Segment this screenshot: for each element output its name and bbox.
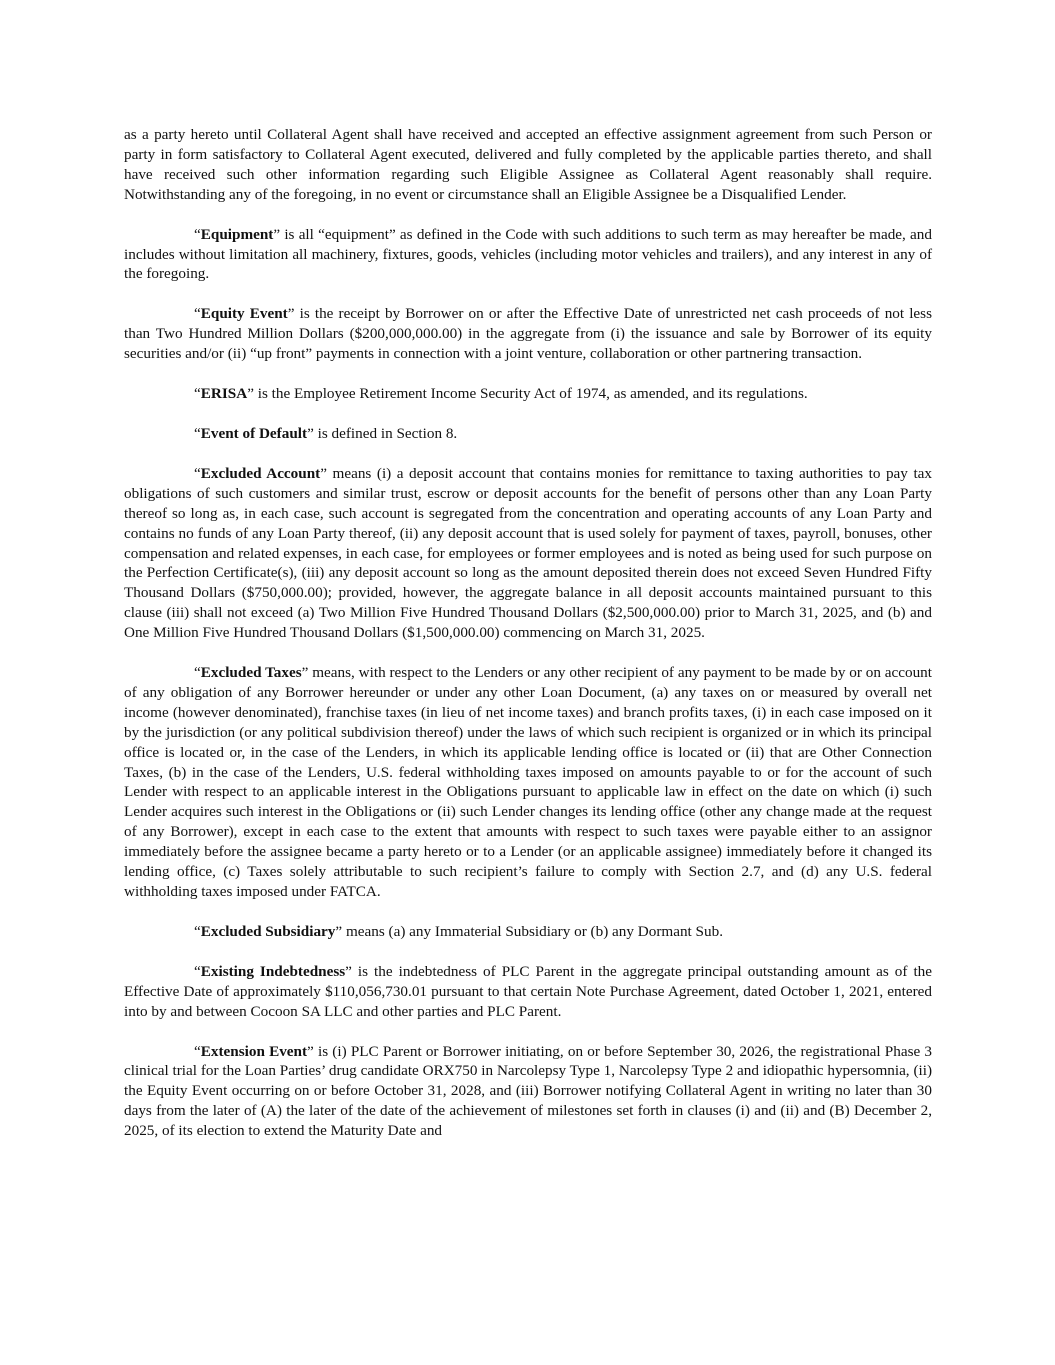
definition-extension-event xyxy=(124,1042,932,1142)
open-quote: “ xyxy=(194,424,201,442)
definition-excluded-subsidiary xyxy=(124,922,932,942)
open-quote: “ xyxy=(194,1042,201,1060)
definition-text: means (a) any Immaterial Subsidiary or (b) any Dormant Sub. xyxy=(342,922,723,940)
close-quote: ” xyxy=(247,385,254,403)
definition-text: is all “equipment” as defined in the Code with such additions to such term as may hereafter be made, and includes without limitation all machinery, fixtures, goods, vehicles (including motor vehicles and trailers), and any interest in any of the foregoing. xyxy=(124,225,932,283)
definition-text: is (i) PLC Parent or Borrower initiating, on or before September 30, 2026, the registrational Phase 3 clinical trial for the Loan Parties’ drug candidate ORX750 in Narcolepsy Type 1, Narcolepsy Type 2 and idiopathic hypersomnia, (ii) the Equity Event occurring on or before October 31, 2028, and (iii) Borrower notifying Collateral Agent in writing no later than 30 days from the later of (A) the later of the date of the achievement of milestones set forth in clauses (i) and (ii) and (B) December 2, 2025, of its election to extend the Maturity Date and xyxy=(124,1042,932,1140)
defined-term: Existing Indebtedness xyxy=(200,962,346,980)
open-quote: “ xyxy=(194,305,201,323)
open-quote: “ xyxy=(194,225,201,243)
close-quote: ” xyxy=(335,922,343,940)
definition-text: is the Employee Retirement Income Security Act of 1974, as amended, and its regulations. xyxy=(253,385,808,403)
definition-equipment xyxy=(124,225,932,285)
open-quote: “ xyxy=(194,385,201,403)
close-quote: ” xyxy=(307,424,314,442)
defined-term: Equipment xyxy=(200,225,274,243)
close-quote: ” xyxy=(273,225,281,243)
open-quote: “ xyxy=(194,922,201,940)
definition-excluded-taxes xyxy=(124,663,932,902)
defined-term: Excluded Taxes xyxy=(200,664,302,682)
definition-text: means, with respect to the Lenders or any other recipient of any payment to be made by or on account of any obligation of any Borrower hereunder or under any other Loan Document, (a) any taxes on or measured by overall net income (however denominated), franchise taxes (in lieu of net income taxes) and branch profits taxes, (i) in each case imposed on it by the jurisdiction (or any political subdivision thereof) under the laws of which such recipient is organized or in which its principal office is located or, in the case of the Lenders, in which its applicable lending office is located or (ii) that are Other Connection Taxes, (b) in the case of the Lenders, U.S. federal withholding taxes imposed on amounts payable to or for the account of such Lender with respect to an applicable interest in the Obligations pursuant to applicable law in effect on the date on which (i) such Lender acquires such interest in the Obligations or (ii) such Lender changes its lending office (other any change made at the request of any Borrower), except in each case to the extent that amounts with respect to such taxes were payable either to an assignor immediately before the assignee became a party hereto or to a Lender (or an applicable assignee) immediately before it changed its lending office, (c) Taxes solely attributable to such recipient’s failure to comply with Section 2.7, and (d) any U.S. federal withholding taxes imposed under FATCA. xyxy=(124,664,932,900)
definition-erisa xyxy=(124,384,932,404)
open-quote: “ xyxy=(194,464,201,482)
defined-term: Excluded Subsidiary xyxy=(200,922,336,940)
paragraph-text: as a party hereto until Collateral Agent shall have received and accepted an effective assignment agreement from such Person or party in form satisfactory to Collateral Agent executed, delivered and fully completed by the applicable parties thereto, and shall have received such other information regarding such Eligible Assignee as Collateral Agent reasonably shall require. Notwithstanding any of the foregoing, in no event or circumstance shall an Eligible Assignee be a Disqualified Lender. xyxy=(124,126,932,203)
defined-term: Equity Event xyxy=(200,305,288,323)
definition-excluded-account xyxy=(124,464,932,643)
defined-term: Extension Event xyxy=(200,1042,308,1060)
close-quote: ” xyxy=(301,664,309,682)
paragraph-continuation xyxy=(124,125,932,205)
definition-text: is defined in Section 8. xyxy=(313,424,458,442)
definition-text: is the indebtedness of PLC Parent in the aggregate principal outstanding amount as of the Effective Date of approximately $110,056,730.01 pursuant to that certain Note Purchase Agreement, dated October 1, 2021, entered into by and between Cocoon SA LLC and other parties and PLC Parent. xyxy=(124,962,933,1020)
definition-existing-indebtedness xyxy=(124,962,932,1022)
document-page xyxy=(124,125,932,1141)
defined-term: Excluded Account xyxy=(200,464,321,482)
definition-text: is the receipt by Borrower on or after the Effective Date of unrestricted net cash proceeds of not less than Two Hundred Million Dollars ($200,000,000.00) in the aggregate from (i) the issuance and sale by Borrower of its equity securities and/or (ii) “up front” payments in connection with a joint venture, collaboration or other partnering transaction. xyxy=(124,305,932,363)
defined-term: ERISA xyxy=(200,385,248,403)
defined-term: Event of Default xyxy=(200,424,308,442)
open-quote: “ xyxy=(194,962,201,980)
definition-event-of-default xyxy=(124,424,932,444)
close-quote: ” xyxy=(320,464,327,482)
open-quote: “ xyxy=(194,664,201,682)
close-quote: ” xyxy=(307,1042,314,1060)
close-quote: ” xyxy=(345,962,352,980)
definition-text: means (i) a deposit account that contains monies for remittance to taxing authorities to pay tax obligations of such customers and similar trust, escrow or deposit accounts for the benefit of persons other than any Loan Party thereof so long as, in each case, such account is segregated from the concentration and operating accounts of any Loan Party and contains no funds of any Loan Party thereof, (ii) any deposit account that is used solely for payment of taxes, payroll, bonuses, other compensation and related expenses, in each case, for employees or former employees and is noted as being used for such purpose on the Perfection Certificate(s), (iii) any deposit account so long as the amount deposited therein does not exceed Seven Hundred Fifty Thousand Dollars ($750,000.00); provided, however, the aggregate balance in all deposit accounts maintained pursuant to this clause (iii) shall not exceed (a) Two Million Five Hundred Thousand Dollars ($2,500,000.00) prior to March 31, 2025, and (b) and One Million Five Hundred Thousand Dollars ($1,500,000.00) commencing on March 31, 2025. xyxy=(124,464,932,642)
close-quote: ” xyxy=(287,305,295,323)
definition-equity-event xyxy=(124,304,932,364)
